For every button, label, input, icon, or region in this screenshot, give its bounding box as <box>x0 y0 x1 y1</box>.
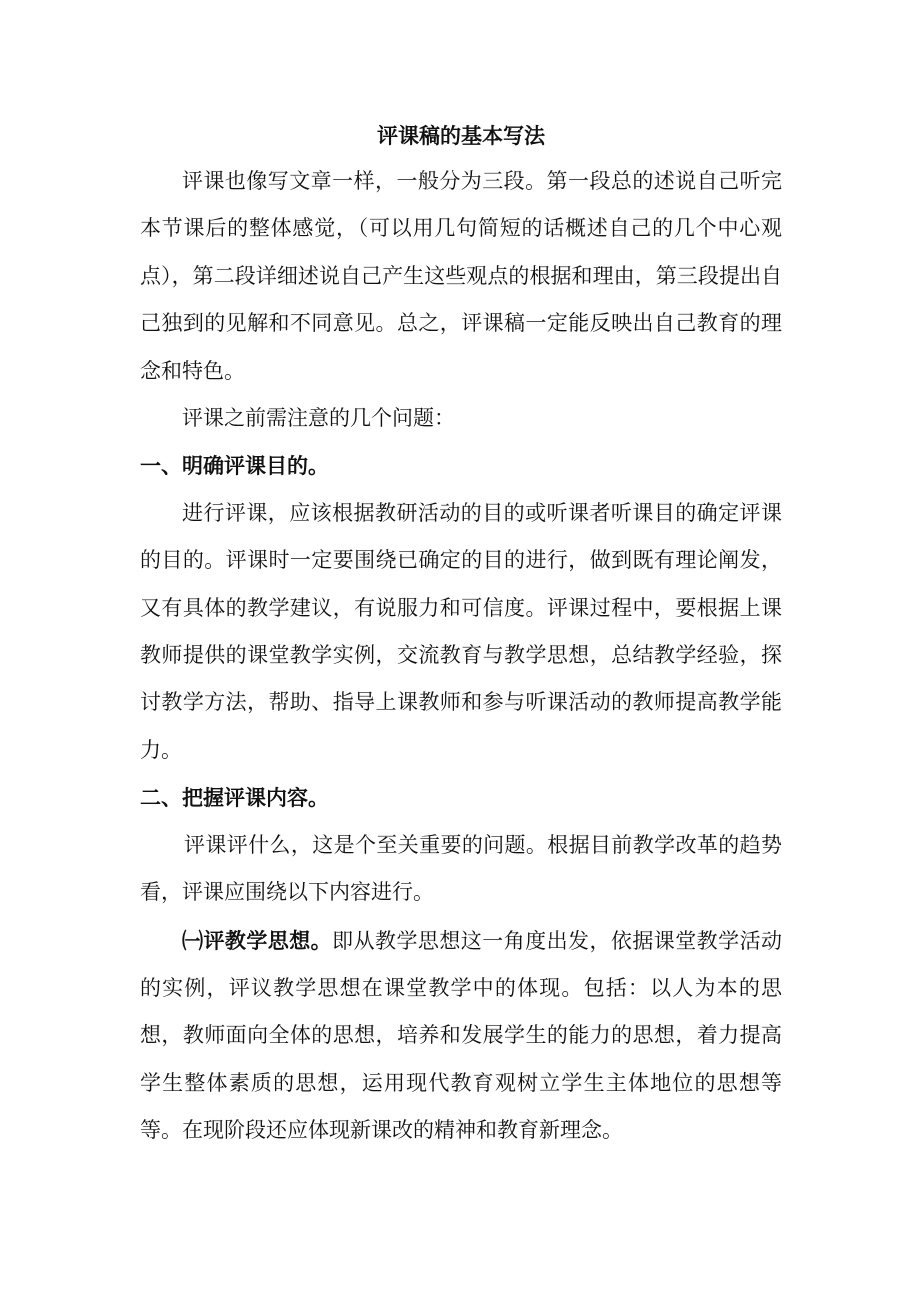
section-1-heading: 一、明确评课目的。 <box>140 453 329 479</box>
intro-paragraph: 评课也像写文章一样，一般分为三段。第一段总的述说自己听完本节课后的整体感觉，（可以用几句简短的话概述自己的几个中心观点），第二段详细述说自己产生这些观点的根据和理由，第三段提出自己独到的见解和不同意见。总之，评课稿一定能反映出自己教育的理念和特色。 <box>140 169 782 383</box>
item-1-paragraph <box>140 917 782 1155</box>
section-1-paragraph: 进行评课，应该根据教研活动的目的或听课者听课目的确定评课的目的。评课时一定要围绕已确定的目的进行，做到既有理论阐发，又有具体的教学建议，有说服力和可信度。评课过程中，要根据上课教师提供的课堂教学实例，交流教育与教学思想，总结教学经验，探讨教学方法，帮助、指导上课教师和参与听课活动的教师提高教学能力。 <box>140 500 782 762</box>
item-1-label: ㈠评教学思想。 <box>182 927 333 953</box>
document-body <box>140 118 782 1155</box>
page-title: 评课稿的基本写法 <box>377 123 545 148</box>
notes-lead-paragraph: 评课之前需注意的几个问题： <box>182 406 455 431</box>
item-1-body: 即从教学思想这一角度出发，依据课堂教学活动的实例，评议教学思想在课堂教学中的体现。包括：以人为本的思想，教师面向全体的思想，培养和发展学生的能力的思想，着力提高学生整体素质的思想，运用现代教育观树立学生主体地位的思想等等。在现阶段还应体现新课改的精神和教育新理念。 <box>140 928 783 1143</box>
section-2-heading: 二、把握评课内容。 <box>140 785 329 811</box>
section-2-paragraph: 评课评什么，这是个至关重要的问题。根据目前教学改革的趋势看，评课应围绕以下内容进行。 <box>140 832 782 905</box>
